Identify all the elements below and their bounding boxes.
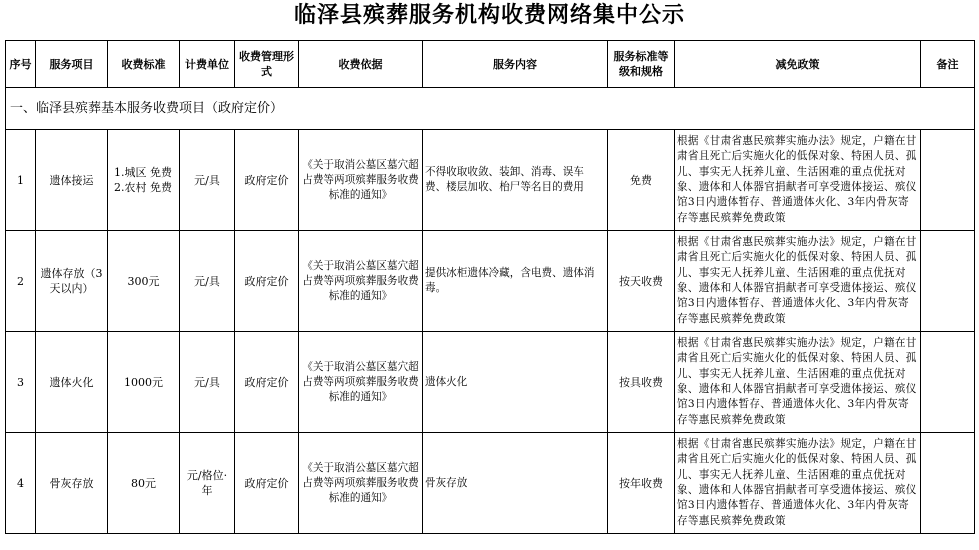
cell-policy: 根据《甘肃省惠民殡葬实施办法》规定，户籍在甘肃省且死亡后实施火化的低保对象、特困人员、孤儿、事实无人抚养儿童、生活困难的重点优抚对象、遗体和人体器官捐献者可享受遗体接运、殡仪馆3日内遗体暂存、普通遗体火化、3年内骨灰寄存等惠民殡葬免费政策 <box>675 332 921 433</box>
header-row <box>6 41 975 88</box>
table-row <box>6 231 975 332</box>
cell-level: 按年收费 <box>608 433 675 534</box>
cell-unit: 元/具 <box>180 130 235 231</box>
cell-policy: 根据《甘肃省惠民殡葬实施办法》规定，户籍在甘肃省且死亡后实施火化的低保对象、特困人员、孤儿、事实无人抚养儿童、生活困难的重点优抚对象、遗体和人体器官捐献者可享受遗体接运、殡仪馆3日内遗体暂存、普通遗体火化、3年内骨灰寄存等惠民殡葬免费政策 <box>675 433 921 534</box>
cell-content: 提供冰柜遗体冷藏，含电费、遗体消毒。 <box>423 231 608 332</box>
cell-standard <box>108 130 180 231</box>
cell-mgmt: 政府定价 <box>235 130 299 231</box>
table-row <box>6 433 975 534</box>
header-policy: 减免政策 <box>675 41 921 88</box>
table-row <box>6 130 975 231</box>
cell-unit: 元/具 <box>180 231 235 332</box>
header-basis: 收费依据 <box>299 41 423 88</box>
cell-mgmt: 政府定价 <box>235 332 299 433</box>
standard-line: 1.城区 免费 <box>114 166 172 179</box>
header-level: 服务标准等级和规格 <box>608 41 675 88</box>
cell-note <box>921 130 975 231</box>
cell-mgmt: 政府定价 <box>235 231 299 332</box>
cell-item: 骨灰存放 <box>36 433 108 534</box>
cell-note <box>921 433 975 534</box>
section-row <box>6 88 975 130</box>
cell-item: 遗体存放（3天以内） <box>36 231 108 332</box>
page-title: 临泽县殡葬服务机构收费网络集中公示 <box>293 3 685 28</box>
cell-unit: 元/格位·年 <box>180 433 235 534</box>
header-no: 序号 <box>6 41 36 88</box>
cell-level: 免费 <box>608 130 675 231</box>
cell-mgmt: 政府定价 <box>235 433 299 534</box>
cell-standard: 300元 <box>108 231 180 332</box>
cell-basis: 《关于取消公墓区墓穴超占费等两项殡葬服务收费标准的通知》 <box>299 130 423 231</box>
cell-item: 遗体接运 <box>36 130 108 231</box>
header-mgmt: 收费管理形式 <box>235 41 299 88</box>
cell-standard: 80元 <box>108 433 180 534</box>
cell-item: 遗体火化 <box>36 332 108 433</box>
cell-unit: 元/具 <box>180 332 235 433</box>
cell-note <box>921 231 975 332</box>
cell-no: 2 <box>6 231 36 332</box>
section-label: 一、临泽县殡葬基本服务收费项目（政府定价） <box>6 88 975 130</box>
header-unit: 计费单位 <box>180 41 235 88</box>
header-content: 服务内容 <box>423 41 608 88</box>
cell-content: 不得收取收敛、装卸、消毒、误车费、楼层加收、枱尸等名目的费用 <box>423 130 608 231</box>
cell-policy: 根据《甘肃省惠民殡葬实施办法》规定，户籍在甘肃省且死亡后实施火化的低保对象、特困人员、孤儿、事实无人抚养儿童、生活困难的重点优抚对象、遗体和人体器官捐献者可享受遗体接运、殡仪馆3日内遗体暂存、普通遗体火化、3年内骨灰寄存等惠民殡葬免费政策 <box>675 231 921 332</box>
cell-no: 3 <box>6 332 36 433</box>
header-item: 服务项目 <box>36 41 108 88</box>
cell-basis: 《关于取消公墓区墓穴超占费等两项殡葬服务收费标准的通知》 <box>299 433 423 534</box>
header-standard: 收费标准 <box>108 41 180 88</box>
header-note: 备注 <box>921 41 975 88</box>
cell-content: 骨灰存放 <box>423 433 608 534</box>
cell-level: 按具收费 <box>608 332 675 433</box>
standard-line: 2.农村 免费 <box>114 181 172 194</box>
cell-basis: 《关于取消公墓区墓穴超占费等两项殡葬服务收费标准的通知》 <box>299 332 423 433</box>
cell-content: 遗体火化 <box>423 332 608 433</box>
fee-table <box>5 40 975 534</box>
cell-note <box>921 332 975 433</box>
cell-no: 4 <box>6 433 36 534</box>
cell-level: 按天收费 <box>608 231 675 332</box>
cell-basis: 《关于取消公墓区墓穴超占费等两项殡葬服务收费标准的通知》 <box>299 231 423 332</box>
table-row <box>6 332 975 433</box>
cell-no: 1 <box>6 130 36 231</box>
cell-standard: 1000元 <box>108 332 180 433</box>
cell-policy: 根据《甘肃省惠民殡葬实施办法》规定，户籍在甘肃省且死亡后实施火化的低保对象、特困人员、孤儿、事实无人抚养儿童、生活困难的重点优抚对象、遗体和人体器官捐献者可享受遗体接运、殡仪馆3日内遗体暂存、普通遗体火化、3年内骨灰寄存等惠民殡葬免费政策 <box>675 130 921 231</box>
